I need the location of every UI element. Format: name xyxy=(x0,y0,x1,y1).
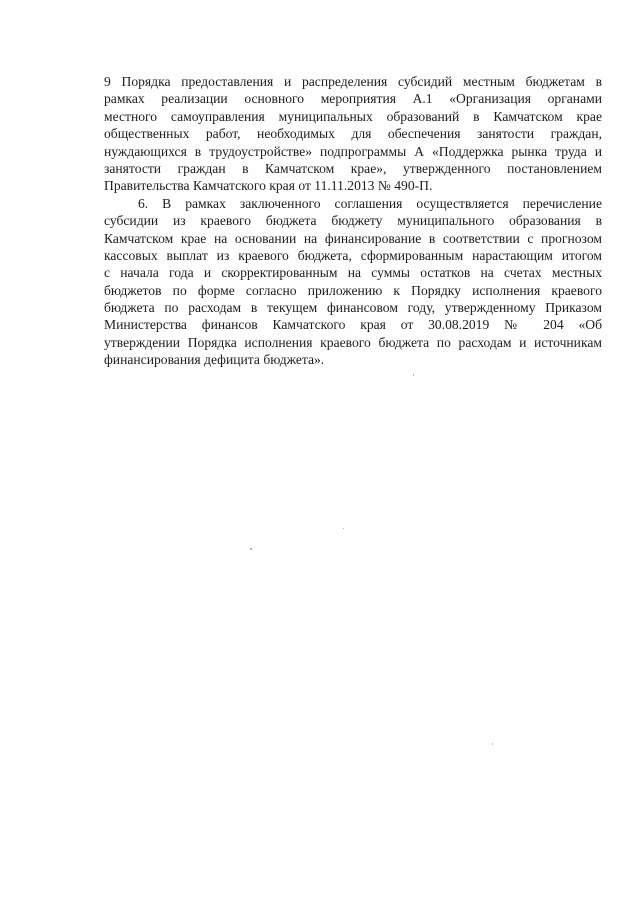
text-line: субсидии из краевого бюджета бюджету муниципального образования в xyxy=(104,213,602,229)
text-line: местного самоуправления муниципальных образований в Камчатском крае xyxy=(104,108,602,124)
text-line: Камчатском крае на основании на финансирование в соответствии с прогнозом xyxy=(104,230,602,246)
text-line: бюджетов по форме согласно приложению к Порядку исполнения краевого xyxy=(104,282,602,298)
scan-speck xyxy=(343,528,344,529)
scan-speck xyxy=(492,743,493,745)
text-line: рамках реализации основного мероприятия А.1 «Организация органами xyxy=(104,91,602,107)
text-line: финансирования дефицита бюджета». xyxy=(104,352,325,368)
text-line: 9 Порядка предоставления и распределения субсидий местным бюджетам в xyxy=(104,74,602,89)
text-line: кассовых выплат из краевого бюджета, сформированным нарастающим итогом xyxy=(104,247,602,263)
text-line: общественных работ, необходимых для обеспечения занятости граждан, xyxy=(104,126,602,142)
scan-speck xyxy=(413,374,414,376)
text-line: с начала года и скорректированным на суммы остатков на счетах местных xyxy=(104,265,602,281)
paragraph-continuation xyxy=(104,73,602,195)
text-line: утверждении Порядка исполнения краевого бюджета по расходам и источникам xyxy=(104,334,602,350)
text-line: 6. В рамках заключенного соглашения осуществляется перечисление xyxy=(138,195,602,211)
text-line: нуждающихся в трудоустройстве» подпрограммы А «Поддержка рынка труда и xyxy=(104,143,602,159)
text-line: Министерства финансов Камчатского края от 30.08.2019 № 204 «Об xyxy=(104,317,602,333)
paragraph-6 xyxy=(104,195,602,369)
text-line: занятости граждан в Камчатском крае», утвержденного постановлением xyxy=(104,160,602,176)
text-line: бюджета по расходам в текущем финансовом году, утвержденному Приказом xyxy=(104,300,602,316)
body-text xyxy=(104,73,602,369)
text-line: Правительства Камчатского края от 11.11.2013 № 490-П. xyxy=(104,178,433,194)
scan-speck xyxy=(250,548,252,550)
